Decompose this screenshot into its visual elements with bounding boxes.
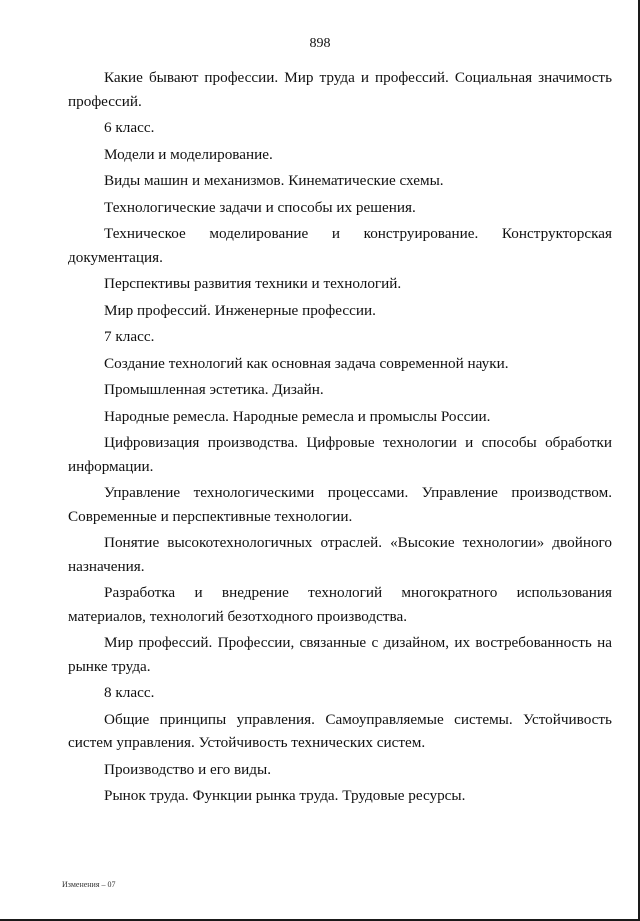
paragraph: Какие бывают профессии. Мир труда и профессий. Социальная значимость профессий.	[68, 69, 612, 110]
paragraph: Управление технологическими процессами. Управление производством. Современные и перспективные технологии.	[68, 484, 612, 525]
paragraph: Общие принципы управления. Самоуправляемые системы. Устойчивость систем управления. Устойчивость технических систем.	[68, 710, 612, 751]
paragraph: Народные ремесла. Народные ремесла и промыслы России.	[104, 407, 491, 425]
paragraph: Производство и его виды.	[104, 760, 272, 778]
paragraph: Цифровизация производства. Цифровые технологии и способы обработки информации.	[68, 434, 612, 475]
grade-heading: 8 класс.	[104, 684, 155, 701]
paragraph: Виды машин и механизмов. Кинематические схемы.	[104, 172, 444, 189]
page-footer: Изменения – 07	[62, 880, 116, 889]
document-body	[68, 66, 612, 811]
grade-heading: 7 класс.	[104, 328, 155, 345]
paragraph: Разработка и внедрение технологий многократного использования материалов, технологий безотходного производства.	[68, 584, 612, 625]
grade-heading: 6 класс.	[104, 119, 155, 136]
paragraph: Перспективы развития техники и технологий.	[104, 275, 402, 292]
paragraph: Рынок труда. Функции рынка труда. Трудовые ресурсы.	[104, 787, 466, 804]
paragraph: Мир профессий. Инженерные профессии.	[104, 301, 376, 319]
paragraph: Промышленная эстетика. Дизайн.	[104, 381, 324, 398]
paragraph: Модели и моделирование.	[104, 145, 273, 163]
paragraph: Технологические задачи и способы их решения.	[104, 198, 416, 216]
paragraph: Создание технологий как основная задача современной науки.	[104, 354, 509, 372]
paragraph: Понятие высокотехнологичных отраслей. «Высокие технологии» двойного назначения.	[68, 534, 612, 575]
paragraph: Техническое моделирование и конструирование. Конструкторская документация.	[68, 225, 612, 266]
paragraph: Мир профессий. Профессии, связанные с дизайном, их востребованность на рынке труда.	[68, 634, 612, 675]
page-number: 898	[309, 36, 331, 51]
